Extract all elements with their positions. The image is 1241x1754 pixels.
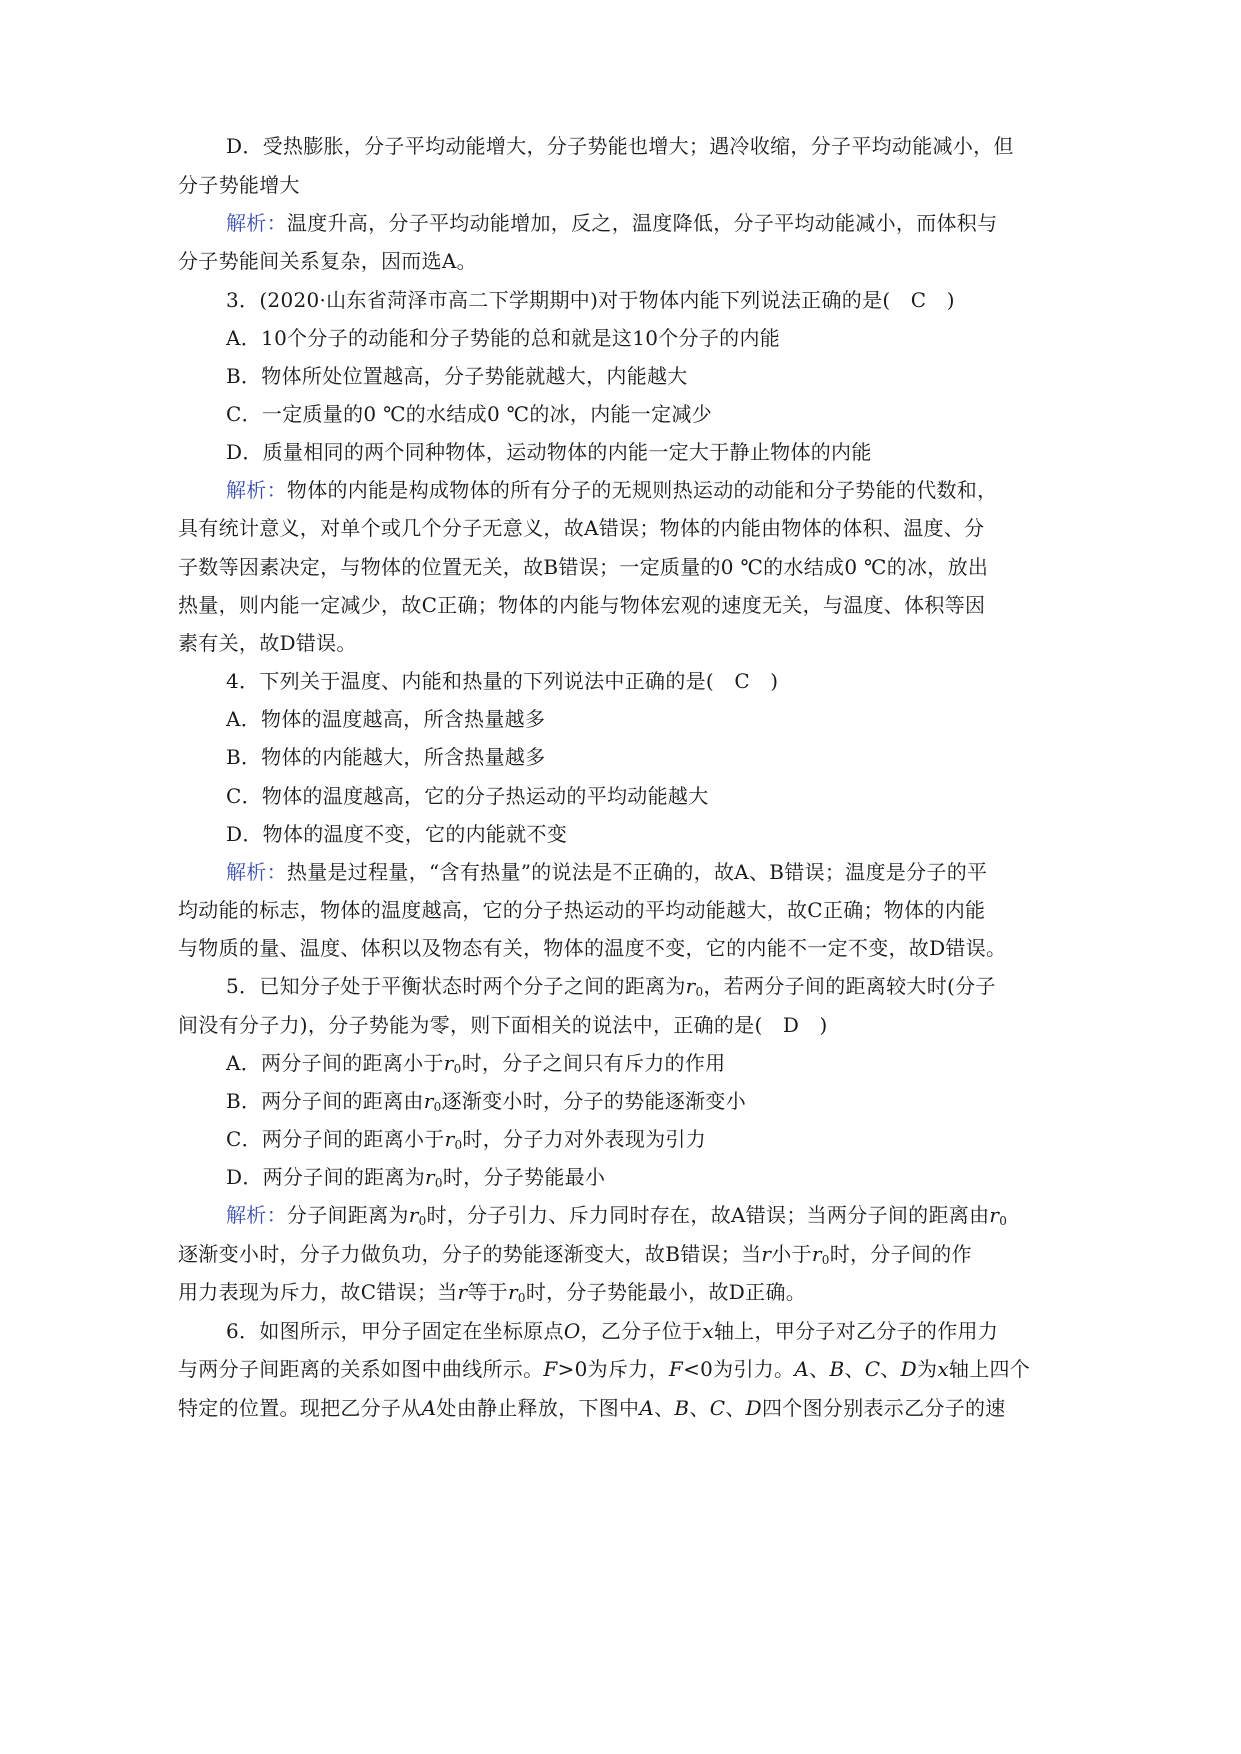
question-4-option-c: C．物体的温度越高，它的分子热运动的平均动能越大	[226, 784, 709, 808]
question-5-option-c: C．两分子间的距离小于$r_0$时，分子力对外表现为引力	[226, 1127, 707, 1152]
question-4-option-b: B．物体的内能越大，所含热量越多	[226, 745, 546, 769]
analysis-label: 解析：	[226, 1203, 287, 1227]
question-5-option-a: A．两分子间的距离小于$r_0$时，分子之间只有斥力的作用	[226, 1051, 726, 1076]
analysis-q4-line1	[226, 857, 1068, 887]
analysis-q5-line2: 逐渐变小时，分子力做负功，分子的势能逐渐变大，故B错误；当r小于$r_0$时，分子间的作	[178, 1242, 972, 1267]
analysis-q2-line2: 分子势能间关系复杂，因而选A。	[178, 249, 477, 273]
analysis-q3-line4: 热量，则内能一定减少，故C正确；物体的内能与物体宏观的速度无关，与温度、体积等因	[178, 593, 986, 617]
analysis-q5-line3: 用力表现为斥力，故C错误；当r等于$r_0$时，分子势能最小，故D正确。	[178, 1280, 807, 1305]
question-3-option-d: D．质量相同的两个同种物体，运动物体的内能一定大于静止物体的内能	[226, 440, 872, 464]
question-3-stem: 3．(2020·山东省菏泽市高二下学期期中)对于物体内能下列说法正确的是( C )	[226, 288, 955, 312]
analysis-q3-line5: 素有关，故D错误。	[178, 631, 357, 655]
analysis-q3-line1	[226, 475, 1068, 505]
question-4-option-a: A．物体的温度越高，所含热量越多	[226, 707, 546, 731]
analysis-q4-line2: 均动能的标志，物体的温度越高，它的分子热运动的平均动能越大，故C正确；物体的内能	[178, 898, 986, 922]
analysis-text: 物体的内能是构成物体的所有分子的无规则热运动的动能和分子势能的代数和，	[286, 478, 998, 502]
analysis-label: 解析：	[226, 860, 287, 884]
option-d-q2-line1: D．受热膨胀，分子平均动能增大，分子势能也增大；遇冷收缩，分子平均动能减小，但	[226, 134, 1014, 158]
analysis-q2-line1	[226, 208, 1068, 238]
analysis-label: 解析：	[226, 211, 287, 235]
analysis-q3-line3: 子数等因素决定，与物体的位置无关，故B错误；一定质量的0 ℃的水结成0 ℃的冰，放出	[178, 555, 989, 579]
analysis-text: 热量是过程量，“含有热量”的说法是不正确的，故A、B错误；温度是分子的平	[286, 860, 988, 884]
question-5-stem-line2: 间没有分子力)，分子势能为零，则下面相关的说法中，正确的是( D )	[178, 1013, 828, 1037]
analysis-q4-line3: 与物质的量、温度、体积以及物态有关，物体的温度不变，它的内能不一定不变，故D错误。	[178, 936, 1007, 960]
question-5-option-b: B．两分子间的距离由$r_0$逐渐变小时，分子的势能逐渐变小	[226, 1089, 747, 1114]
question-5-option-d: D．两分子间的距离为$r_0$时，分子势能最小	[226, 1165, 606, 1190]
question-3-option-b: B．物体所处位置越高，分子势能就越大，内能越大	[226, 364, 688, 388]
analysis-text: 温度升高，分子平均动能增加，反之，温度降低，分子平均动能减小，而体积与	[286, 211, 998, 235]
option-d-q2-line2: 分子势能增大	[178, 173, 300, 197]
question-5-stem-line1: 5．已知分子处于平衡状态时两个分子之间的距离为$r_0$，若两分子间的距离较大时(分子	[226, 974, 996, 999]
analysis-q5-line1: 解析：分子间距离为$r_0$时，分子引力、斥力同时存在，故A错误；当两分子间的距离由$r_0$	[226, 1203, 1008, 1228]
question-6-stem-line3: 特定的位置。现把乙分子从A处由静止释放，下图中A、B、C、D四个图分别表示乙分子的速	[178, 1396, 1006, 1420]
analysis-q3-line2: 具有统计意义，对单个或几个分子无意义，故A错误；物体的内能由物体的体积、温度、分	[178, 516, 985, 540]
question-6-stem-line2: 与两分子间距离的关系如图中曲线所示。F>0为斥力，F<0为引力。A、B、C、D为x轴上四个	[178, 1357, 1031, 1381]
question-3-option-a: A．10个分子的动能和分子势能的总和就是这10个分子的内能	[226, 326, 781, 350]
question-3-option-c: C．一定质量的0 ℃的水结成0 ℃的冰，内能一定减少	[226, 402, 713, 426]
analysis-label: 解析：	[226, 478, 287, 502]
question-4-option-d: D．物体的温度不变，它的内能就不变	[226, 822, 568, 846]
question-4-stem: 4．下列关于温度、内能和热量的下列说法中正确的是( C )	[226, 669, 779, 693]
question-6-stem-line1: 6．如图所示，甲分子固定在坐标原点O，乙分子位于x轴上，甲分子对乙分子的作用力	[226, 1319, 999, 1343]
